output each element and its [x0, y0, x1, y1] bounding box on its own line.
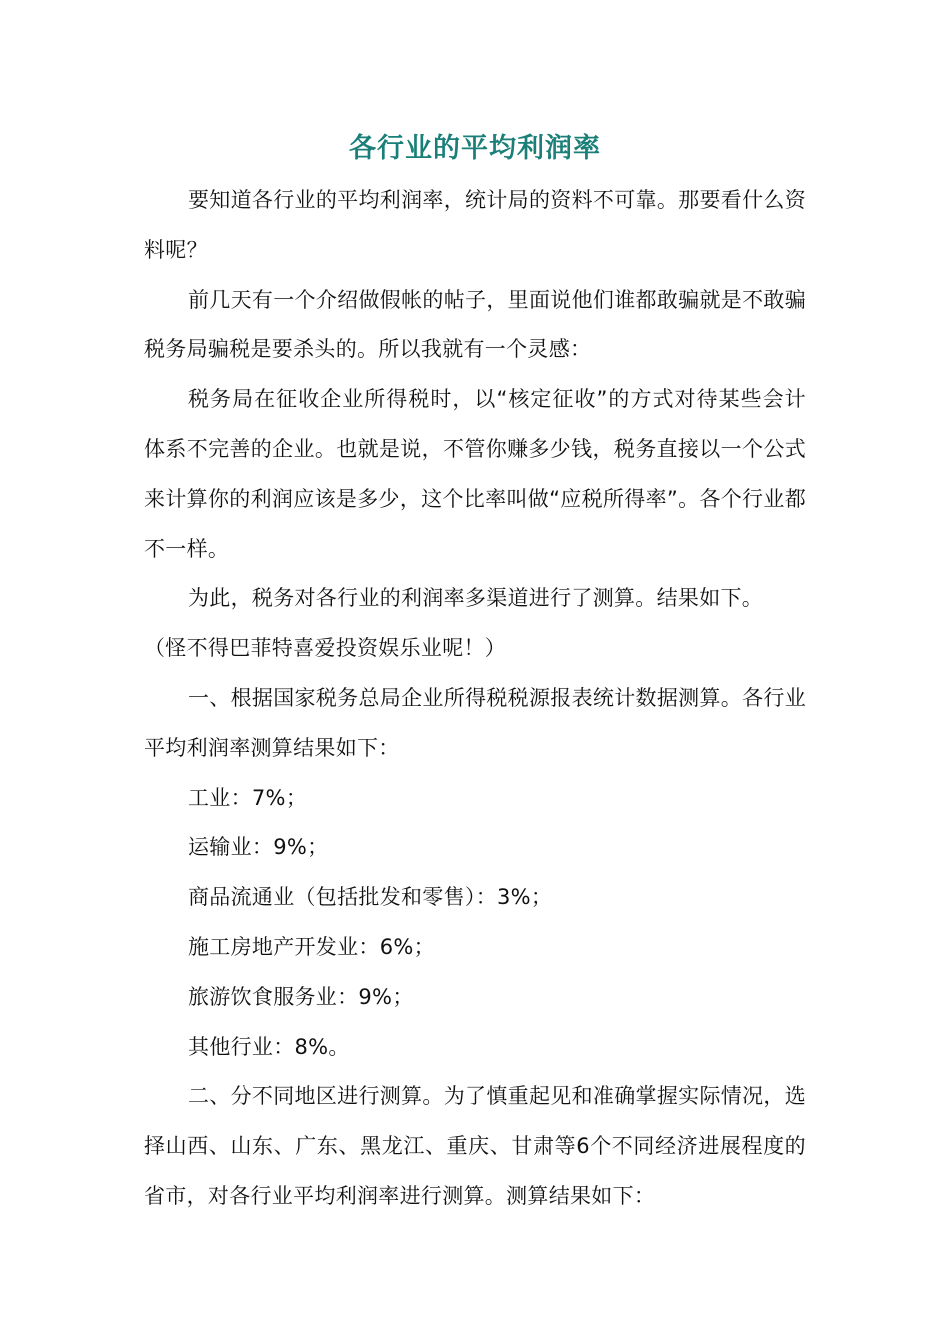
paragraph-fake-accounts: 前几天有一个介绍做假帐的帖子，里面说他们谁都敢骗就是不敢骗税务局骗税是要杀头的。所以我就有一个灵感： [144, 287, 806, 362]
paragraph-section-two: 二、分不同地区进行测算。为了慎重起见和准确掌握实际情况，选择山西、山东、广东、黑龙江、重庆、甘肃等6个不同经济进展程度的省市，对各行业平均利润率进行测算。测算结果如下： [144, 1084, 806, 1208]
rate-item-construction: 施工房地产开发业：6%； [188, 934, 435, 959]
paragraph-section-one: 一、根据国家税务总局企业所得税税源报表统计数据测算。各行业平均利润率测算结果如下： [144, 685, 806, 760]
paragraph-intro: 要知道各行业的平均利润率，统计局的资料不可靠。那要看什么资料呢？ [144, 188, 806, 262]
paragraph-assessed-collection: 税务局在征收企业所得税时，以“核定征收”的方式对待某些会计体系不完善的企业。也就是说，不管你赚多少钱，税务直接以一个公式来计算你的利润应该是多少，这个比率叫做“应税所得率”。各个行业都不一样。 [144, 387, 806, 561]
rate-item-transport: 运输业：9%； [188, 835, 329, 860]
rate-item-commerce: 商品流通业（包括批发和零售）：3%； [188, 885, 553, 910]
rate-item-industry: 工业：7%； [188, 785, 308, 810]
rate-item-other: 其他行业：8%。 [188, 1034, 350, 1059]
paragraph-calculation-intro: 为此，税务对各行业的利润率多渠道进行了测算。结果如下。 [188, 586, 764, 611]
paragraph-buffett-note: （怪不得巴菲特喜爱投资娱乐业呢！） [144, 636, 507, 661]
document-page [144, 122, 806, 1222]
document-title: 各行业的平均利润率 [349, 133, 601, 164]
rate-item-tourism: 旅游饮食服务业：9%； [188, 984, 414, 1009]
